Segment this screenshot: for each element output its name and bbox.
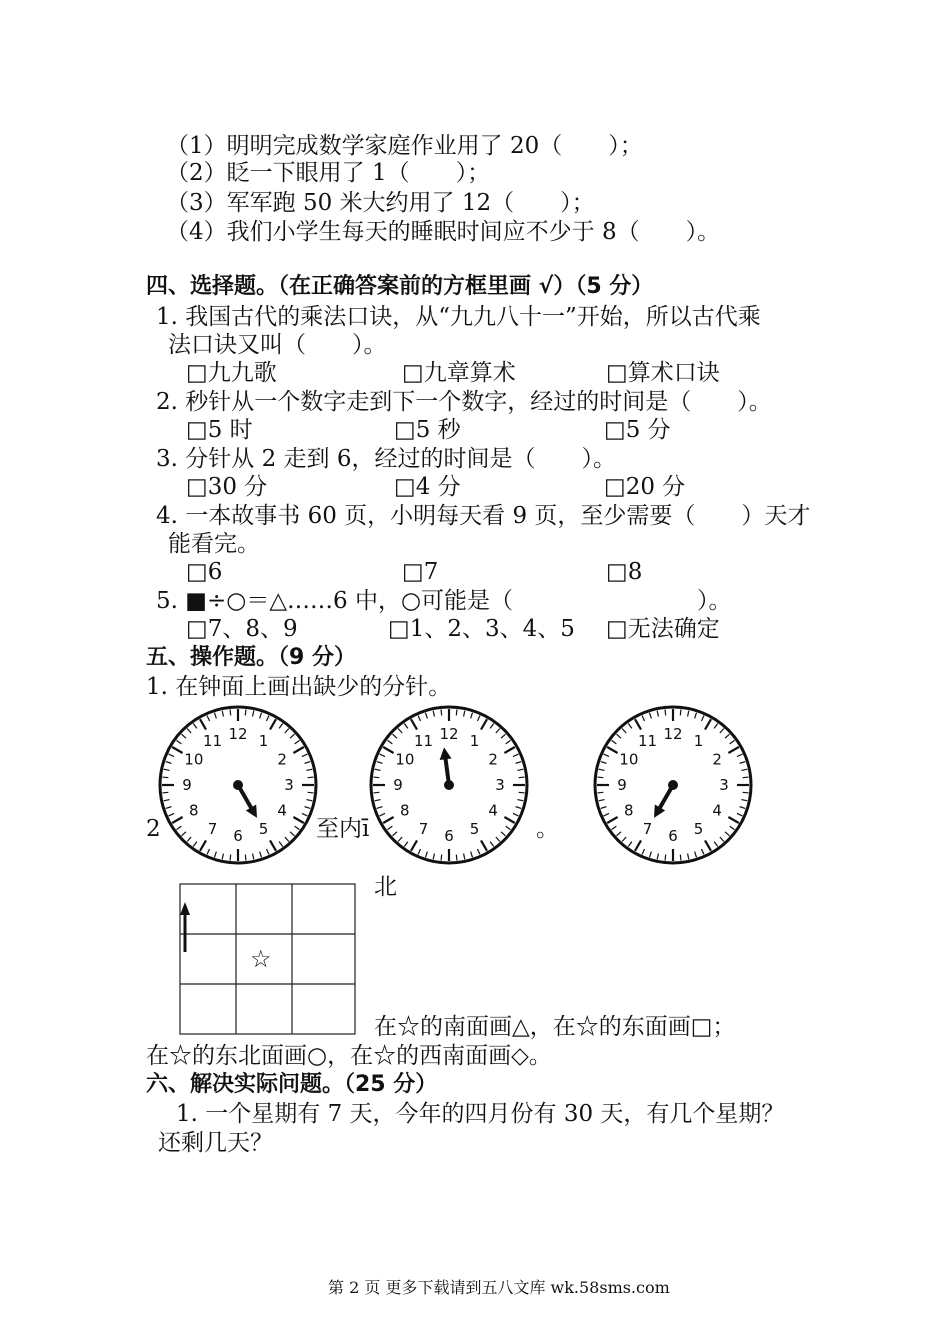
clock-minute-tick [601, 762, 607, 764]
clock-minute-tick [516, 762, 522, 764]
clock-minute-tick [496, 837, 500, 841]
clock-minute-tick [628, 724, 632, 729]
section5-q2-fragment-right: 。 [536, 816, 559, 842]
clock-minute-tick [471, 713, 473, 719]
clock-minute-tick [737, 754, 742, 756]
clock-hour-tick [270, 719, 276, 729]
clock-minute-tick [279, 724, 283, 729]
clock-minute-tick [617, 734, 621, 738]
q5-option-a[interactable]: □7、8、9 [186, 616, 298, 642]
clock-minute-tick [612, 740, 617, 744]
clock-minute-tick [688, 711, 689, 717]
clock-minute-tick [657, 853, 658, 859]
section5-instruction-line2: 在☆的东北面画○，在☆的西南面画◇。 [146, 1043, 552, 1069]
clock-hour-tick [200, 719, 206, 729]
clock-minute-tick [517, 800, 523, 801]
clock-minute-tick [266, 849, 268, 854]
clock-minute-tick [501, 832, 505, 836]
q3-option-c[interactable]: □20 分 [604, 474, 686, 500]
q2-option-b[interactable]: □5 秒 [394, 417, 461, 443]
clock-minute-tick [177, 826, 182, 830]
clock-hour-tick [607, 747, 617, 753]
clock-minute-tick [714, 842, 718, 847]
hour-hand-tip [440, 747, 452, 760]
clock-minute-tick [302, 813, 307, 815]
clock-center [668, 780, 678, 790]
clock-minute-tick [456, 855, 457, 861]
q1-option-b[interactable]: □九章算术 [402, 360, 516, 386]
section3-item-3: （3）军军跑 50 米大约用了 12（ ）； [166, 190, 595, 216]
clock-hour-tick [705, 719, 711, 729]
clock-minute-tick [393, 734, 397, 738]
clock-minute-tick [215, 713, 217, 719]
clock-number: 4 [712, 801, 722, 820]
q5-option-c[interactable]: □无法确定 [606, 616, 720, 642]
clock-minute-tick [187, 837, 191, 841]
section6-q1-line1: 1. 一个星期有 7 天，今年的四月份有 30 天，有几个星期？ [176, 1101, 785, 1127]
clock-minute-tick [182, 832, 186, 836]
clock-minute-tick [617, 832, 621, 836]
clock-minute-tick [628, 842, 632, 847]
clock-number: 3 [495, 776, 505, 794]
clock-minute-tick [740, 807, 746, 809]
clock-minute-tick [308, 792, 314, 793]
clock-number: 11 [413, 731, 434, 750]
clock-number: 4 [488, 801, 498, 820]
clock-minute-tick [441, 709, 442, 715]
clock-hour-tick [728, 817, 738, 823]
clock-minute-tick [308, 777, 314, 778]
clock-minute-tick [516, 807, 522, 809]
q1-option-a[interactable]: □九九歌 [186, 360, 277, 386]
clock-minute-tick [285, 729, 289, 733]
clock-number: 8 [400, 801, 410, 820]
clock-minute-tick [642, 849, 644, 854]
q3-option-b[interactable]: □4 分 [394, 474, 461, 500]
clock-number: 7 [207, 820, 218, 839]
clock-hour-tick [635, 719, 641, 729]
clock-minute-tick [680, 709, 681, 715]
clock-minute-tick [741, 800, 747, 801]
clock-minute-tick [305, 807, 311, 809]
clock-minute-tick [730, 826, 735, 830]
clock-minute-tick [426, 852, 428, 858]
clock-center [444, 780, 454, 790]
clock-minute-tick [599, 800, 605, 801]
section3-item-1: （1）明明完成数学家庭作业用了 20（ ）； [166, 133, 643, 159]
clock-minute-tick [375, 800, 381, 801]
section5-heading: 五、操作题。（9 分） [146, 645, 356, 670]
clock-minute-tick [612, 826, 617, 830]
section5-q2-fragment-mid: 至内ī [316, 816, 370, 842]
clock-minute-tick [680, 855, 681, 861]
clock-number: 6 [444, 827, 454, 845]
clock-face-1[interactable] [156, 703, 320, 867]
clock-minute-tick [597, 777, 603, 778]
clock-minute-tick [665, 855, 666, 861]
clock-minute-tick [657, 711, 658, 717]
clock-minute-tick [373, 792, 379, 793]
clock-number: 11 [202, 731, 223, 750]
q2-option-a[interactable]: □5 时 [186, 417, 253, 443]
clock-number: 4 [277, 801, 287, 820]
clock-hour-tick [504, 817, 514, 823]
section3-item-4: （4）我们小学生每天的睡眠时间应不少于 8（ ）。 [166, 219, 721, 245]
clock-minute-tick [230, 855, 231, 861]
clock-minute-tick [260, 713, 262, 719]
clock-number: 2 [712, 750, 722, 769]
clock-minute-tick [260, 852, 262, 858]
clock-minute-tick [377, 807, 383, 809]
page-footer: 第 2 页 更多下载请到五八文库 wk.58sms.com [328, 1278, 670, 1297]
clock-minute-tick [604, 754, 609, 756]
q4-option-c[interactable]: □8 [606, 559, 643, 585]
clock-minute-tick [245, 855, 246, 861]
clock-minute-tick [496, 729, 500, 733]
clock-minute-tick [517, 769, 523, 770]
q4-option-a[interactable]: □6 [186, 559, 223, 585]
clock-number: 10 [395, 750, 415, 769]
section5-q2-fragment-left: 2 [146, 816, 161, 842]
clock-minute-tick [701, 849, 703, 854]
clock-minute-tick [375, 769, 381, 770]
clock-number: 1 [469, 731, 480, 750]
clock-minute-tick [193, 842, 197, 847]
clock-minute-tick [695, 713, 697, 719]
clock-minute-tick [305, 762, 311, 764]
clock-minute-tick [418, 716, 420, 721]
clock-minute-tick [477, 849, 479, 854]
q1-line1: 1. 我国古代的乘法口诀，从“九九八十一”开始，所以古代乘 [156, 304, 761, 330]
clock-number: 5 [693, 820, 704, 839]
section5-q1: 1. 在钟面上画出缺少的分针。 [146, 674, 452, 700]
clock-minute-tick [688, 853, 689, 859]
clock-minute-tick [393, 832, 397, 836]
clock-number: 12 [663, 725, 683, 743]
clock-number: 9 [617, 776, 627, 794]
clock-hour-tick [293, 747, 303, 753]
section5-instruction-line1: 在☆的南面画△，在☆的东面画□； [374, 1014, 736, 1040]
clock-minute-tick [306, 800, 312, 801]
clock-minute-tick [166, 762, 172, 764]
clock-minute-tick [222, 711, 223, 717]
clock-hour-tick [481, 719, 487, 729]
clock-minute-tick [398, 729, 402, 733]
clock-minute-tick [295, 740, 300, 744]
clock-number: 5 [469, 820, 480, 839]
clock-minute-tick [169, 813, 174, 815]
clock-minute-tick [506, 826, 511, 830]
clock-minute-tick [295, 826, 300, 830]
clock-number: 6 [233, 827, 243, 845]
clock-minute-tick [162, 792, 168, 793]
clock-minute-tick [266, 716, 268, 721]
clock-hour-tick [728, 747, 738, 753]
clock-minute-tick [743, 792, 749, 793]
clock-minute-tick [164, 769, 170, 770]
clock-hour-tick [270, 840, 276, 850]
clock-hour-tick [411, 840, 417, 850]
clock-minute-tick [388, 826, 393, 830]
clock-minute-tick [599, 769, 605, 770]
clock-minute-tick [373, 777, 379, 778]
q1-line2: 法口诀又叫（ ）。 [168, 332, 387, 358]
clock-hour-tick [172, 817, 182, 823]
clock-minute-tick [701, 716, 703, 721]
clock-minute-tick [245, 709, 246, 715]
section6-heading: 六、解决实际问题。（25 分） [146, 1072, 438, 1097]
clock-minute-tick [398, 837, 402, 841]
q5-option-b[interactable]: □1、2、3、4、5 [388, 616, 575, 642]
clock-minute-tick [279, 842, 283, 847]
clock-minute-tick [714, 724, 718, 729]
clock-minute-tick [377, 762, 383, 764]
clock-number: 7 [642, 820, 653, 839]
clock-minute-tick [162, 777, 168, 778]
clock-number: 5 [258, 820, 269, 839]
clock-minute-tick [665, 709, 666, 715]
clock-number: 7 [418, 820, 429, 839]
clock-minute-tick [290, 832, 294, 836]
clock-hour-tick [481, 840, 487, 850]
q2: 2. 秒针从一个数字走到下一个数字，经过的时间是（ ）。 [156, 389, 772, 415]
clock-minute-tick [169, 754, 174, 756]
clock-hour-tick [293, 817, 303, 823]
clock-minute-tick [519, 792, 525, 793]
clock-minute-tick [230, 709, 231, 715]
clock-minute-tick [464, 711, 465, 717]
clock-hour-tick [200, 840, 206, 850]
clock-minute-tick [513, 754, 518, 756]
clock-number: 8 [189, 801, 199, 820]
clock-minute-tick [601, 807, 607, 809]
clock-minute-tick [464, 853, 465, 859]
clock-minute-tick [650, 852, 652, 858]
clock-number: 6 [668, 827, 678, 845]
clock-minute-tick [477, 716, 479, 721]
clock-minute-tick [622, 837, 626, 841]
clock-minute-tick [743, 777, 749, 778]
clock-hour-tick [411, 719, 417, 729]
clock-minute-tick [490, 842, 494, 847]
clock-minute-tick [456, 709, 457, 715]
clock-minute-tick [741, 769, 747, 770]
clock-minute-tick [207, 716, 209, 721]
clock-hour-tick [635, 840, 641, 850]
clock-minute-tick [290, 734, 294, 738]
clock-minute-tick [490, 724, 494, 729]
clock-number: 3 [284, 776, 294, 794]
clock-number: 12 [228, 725, 248, 743]
clock-minute-tick [642, 716, 644, 721]
q5: 5. ■÷○＝△……6 中，○可能是（ ）。 [156, 588, 732, 614]
clock-minute-tick [388, 740, 393, 744]
q4-line2: 能看完。 [168, 531, 260, 557]
clock-number: 10 [619, 750, 639, 769]
clock-minute-tick [187, 729, 191, 733]
clock-minute-tick [720, 837, 724, 841]
clock-minute-tick [501, 734, 505, 738]
clock-minute-tick [418, 849, 420, 854]
star-symbol: ☆ [250, 945, 272, 973]
section3-item-2: （2）眨一下眼用了 1（ ）； [166, 160, 491, 186]
north-arrow-icon [180, 902, 190, 952]
clock-minute-tick [622, 729, 626, 733]
q2-option-c[interactable]: □5 分 [604, 417, 671, 443]
clock-number: 1 [693, 731, 704, 750]
clock-number: 3 [719, 776, 729, 794]
clock-minute-tick [471, 852, 473, 858]
clock-minute-tick [737, 813, 742, 815]
clock-minute-tick [285, 837, 289, 841]
clock-minute-tick [441, 855, 442, 861]
clock-minute-tick [404, 842, 408, 847]
section4-heading: 四、选择题。（在正确答案前的方框里画 √）（5 分） [146, 274, 654, 299]
clock-hour-tick [383, 747, 393, 753]
clock-face-3[interactable] [591, 703, 755, 867]
clock-minute-tick [253, 711, 254, 717]
clock-number: 2 [277, 750, 287, 769]
clock-minute-tick [426, 713, 428, 719]
clock-minute-tick [306, 769, 312, 770]
clock-minute-tick [193, 724, 197, 729]
clock-minute-tick [166, 807, 172, 809]
north-label: 北 [374, 874, 397, 900]
clock-hour-tick [172, 747, 182, 753]
clock-minute-tick [222, 853, 223, 859]
clock-minute-tick [182, 734, 186, 738]
clock-minute-tick [730, 740, 735, 744]
clock-minute-tick [720, 729, 724, 733]
q3-option-a[interactable]: □30 分 [186, 474, 268, 500]
clock-minute-tick [380, 813, 385, 815]
clock-number: 11 [637, 731, 658, 750]
clock-minute-tick [725, 734, 729, 738]
clock-minute-tick [506, 740, 511, 744]
clock-minute-tick [433, 711, 434, 717]
clock-minute-tick [513, 813, 518, 815]
clock-hour-tick [607, 817, 617, 823]
clock-minute-tick [604, 813, 609, 815]
q4-option-b[interactable]: □7 [402, 559, 439, 585]
clock-minute-tick [253, 853, 254, 859]
clock-minute-tick [207, 849, 209, 854]
clock-number: 9 [393, 776, 403, 794]
clock-face-2[interactable] [367, 703, 531, 867]
clock-number: 12 [439, 725, 459, 743]
clock-minute-tick [302, 754, 307, 756]
clock-minute-tick [380, 754, 385, 756]
clock-minute-tick [164, 800, 170, 801]
clock-hour-tick [504, 747, 514, 753]
q3: 3. 分针从 2 走到 6，经过的时间是（ ）。 [156, 446, 616, 472]
clock-minute-tick [177, 740, 182, 744]
clock-minute-tick [215, 852, 217, 858]
clock-hour-tick [705, 840, 711, 850]
q1-option-c[interactable]: □算术口诀 [606, 360, 720, 386]
clock-minute-tick [695, 852, 697, 858]
clock-minute-tick [597, 792, 603, 793]
clock-minute-tick [404, 724, 408, 729]
clock-minute-tick [519, 777, 525, 778]
clock-minute-tick [433, 853, 434, 859]
clock-number: 1 [258, 731, 269, 750]
clock-center [233, 780, 243, 790]
q4-line1: 4. 一本故事书 60 页，小明每天看 9 页，至少需要（ ）天才 [156, 503, 811, 529]
clock-hour-tick [383, 817, 393, 823]
clock-number: 2 [488, 750, 498, 769]
clock-minute-tick [740, 762, 746, 764]
clock-minute-tick [725, 832, 729, 836]
clock-number: 8 [624, 801, 634, 820]
clock-number: 10 [184, 750, 204, 769]
clock-number: 9 [182, 776, 192, 794]
clock-minute-tick [650, 713, 652, 719]
section6-q1-line2: 还剩几天？ [158, 1130, 273, 1156]
